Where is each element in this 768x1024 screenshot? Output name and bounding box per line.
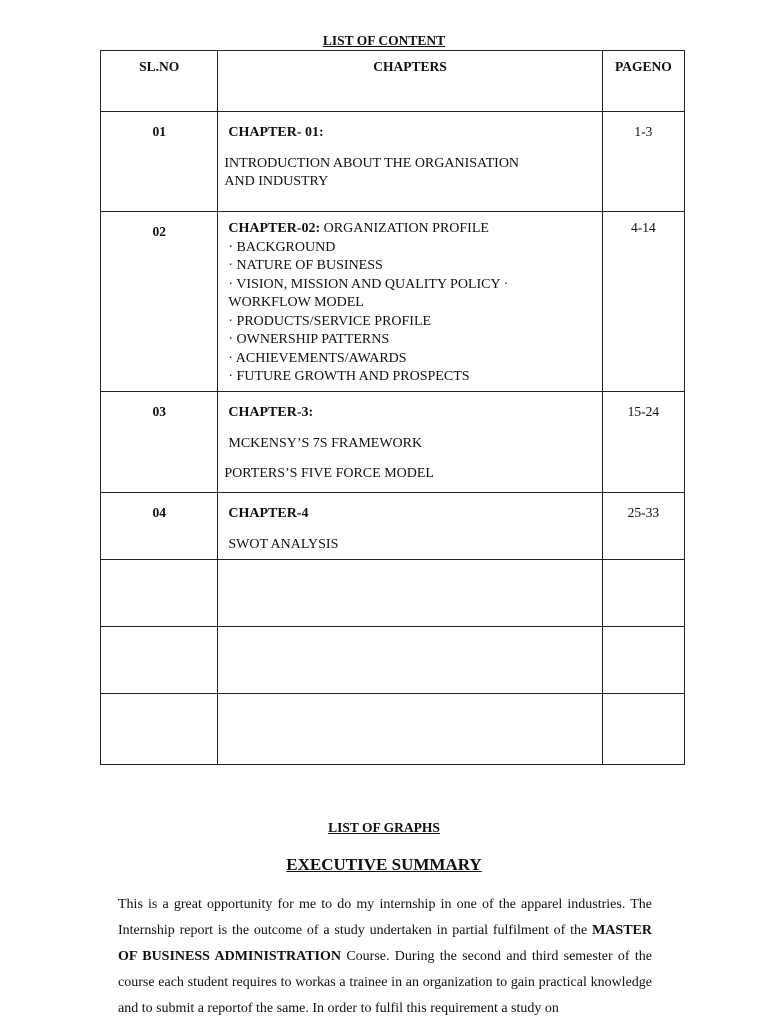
chapter-desc-line: INTRODUCTION ABOUT THE ORGANISATION: [224, 155, 520, 171]
list-item: · NATURE OF BUSINESS: [228, 258, 383, 273]
empty-cell: [218, 627, 602, 694]
chapter-desc-line: PORTERS’S FIVE FORCE MODEL: [224, 466, 434, 481]
row-chapter: [218, 493, 602, 560]
table-header-row: [101, 51, 685, 112]
paragraph-bold-text: MASTER OF BUSINESS ADMINISTRATION: [118, 923, 652, 964]
row-sl-no: 01: [101, 112, 218, 212]
row-sl-no: 02: [101, 212, 218, 392]
chapter-heading: CHAPTER-4: [228, 506, 309, 521]
empty-cell: [602, 694, 684, 765]
header-page-no: PAGENO: [602, 51, 684, 112]
paragraph-text: Course. During the second and third semester of the course each student requires to workas a trainee in an organization to gain practical knowledge and to submit a reportof the same. In order to fulfil this requirement a study on: [118, 949, 652, 1016]
chapter-heading: CHAPTER-02:: [228, 221, 321, 236]
list-item: · BACKGROUND: [228, 239, 336, 255]
list-of-content-title: LIST OF CONTENT: [322, 33, 446, 48]
chapter-title: ORGANIZATION PROFILE: [323, 221, 489, 236]
list-item: · OWNERSHIP PATTERNS: [228, 332, 390, 347]
table-row: [101, 112, 685, 212]
empty-cell: [602, 560, 684, 627]
empty-cell: [101, 694, 218, 765]
list-item: · FUTURE GROWTH AND PROSPECTS: [228, 369, 470, 384]
paragraph-text: This is a great opportunity for me to do my internship in one of the apparel industries. The Internship report is the outcome of a study undertaken in partial fulfilment of the: [118, 897, 652, 938]
chapter-desc-line: MCKENSY’S 7S FRAMEWORK: [228, 435, 423, 451]
empty-cell: [218, 560, 602, 627]
empty-cell: [218, 694, 602, 765]
row-page-no: 25-33: [602, 493, 684, 560]
executive-summary-paragraph: [118, 892, 652, 1022]
row-chapter: [218, 112, 602, 212]
row-sl-no: 03: [101, 392, 218, 493]
row-page-no: 1-3: [602, 112, 684, 212]
chapter-desc-line: SWOT ANALYSIS: [228, 536, 339, 552]
empty-cell: [101, 560, 218, 627]
row-chapter: [218, 392, 602, 493]
table-row: [101, 493, 685, 560]
table-row: [101, 212, 685, 392]
chapter-heading-line: [228, 220, 595, 239]
table-row-empty: [101, 560, 685, 627]
empty-cell: [101, 627, 218, 694]
chapter-desc-line: AND INDUSTRY: [224, 174, 329, 189]
row-page-no: 15-24: [602, 392, 684, 493]
chapter-heading: CHAPTER- 01:: [228, 125, 324, 140]
list-of-graphs-heading: LIST OF GRAPHS: [328, 820, 440, 835]
header-sl-no: SL.NO: [101, 51, 218, 112]
chapter-description: [224, 155, 595, 192]
empty-cell: [602, 627, 684, 694]
chapter-heading: CHAPTER-3:: [228, 405, 314, 420]
row-chapter: [218, 212, 602, 392]
table-row-empty: [101, 694, 685, 765]
executive-summary-heading: EXECUTIVE SUMMARY: [286, 855, 482, 874]
header-chapters: CHAPTERS: [218, 51, 602, 112]
row-sl-no: 04: [101, 493, 218, 560]
row-page-no: 4-14: [602, 212, 684, 392]
list-item: · VISION, MISSION AND QUALITY POLICY ·: [228, 276, 509, 292]
contents-table: [100, 50, 685, 765]
table-row: [101, 392, 685, 493]
chapter-topic-list: [228, 239, 595, 387]
list-item: WORKFLOW MODEL: [228, 295, 364, 310]
list-item: · ACHIEVEMENTS/AWARDS: [228, 350, 407, 366]
table-row-empty: [101, 627, 685, 694]
list-item: · PRODUCTS/SERVICE PROFILE: [228, 313, 432, 329]
